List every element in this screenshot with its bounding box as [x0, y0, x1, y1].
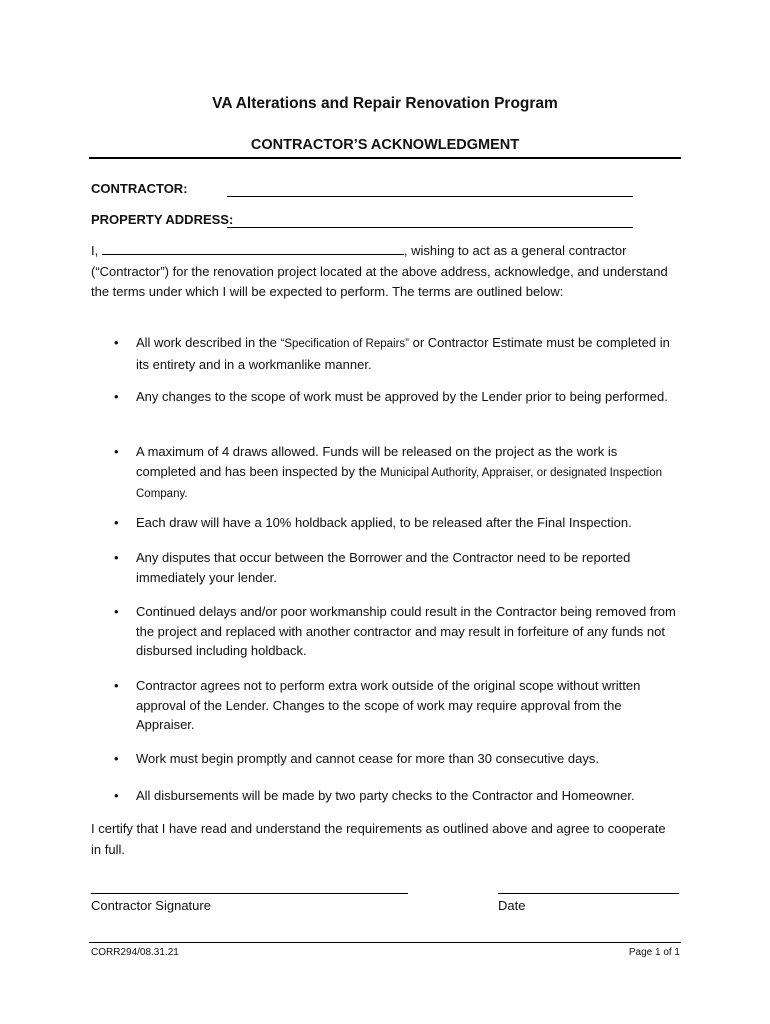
bullet-icon: •: [114, 678, 119, 693]
list-item: • A maximum of 4 draws allowed. Funds will be released on the project as the work is completed and has been inspected by the Municipal Authority, Appraiser, or designated Inspection Company.: [114, 444, 663, 500]
list-item: • All work described in the “Specification of Repairs” or Contractor Estimate must be completed in its entirety and in a workmanlike manner.: [114, 335, 670, 372]
bullet-icon: •: [114, 751, 119, 766]
footer-divider: [89, 942, 681, 943]
contractor-signature-field[interactable]: [91, 893, 408, 894]
bullet-icon: •: [114, 604, 119, 619]
header-divider: [89, 157, 681, 159]
document-title: VA Alterations and Repair Renovation Program: [212, 95, 558, 112]
list-item: • Any disputes that occur between the Borrower and the Contractor need to be reported immediately your lender.: [114, 550, 631, 585]
document-subtitle: CONTRACTOR’S ACKNOWLEDGMENT: [250, 137, 520, 153]
bullet-icon: •: [114, 550, 119, 565]
list-item: • Contractor agrees not to perform extra work outside of the original scope without written approval of the Lender. Changes to the scope of work may require approval from the Appraiser.: [114, 678, 641, 732]
list-item: • Any changes to the scope of work must be approved by the Lender prior to being performed.: [136, 387, 676, 407]
bullet-icon: •: [114, 444, 119, 459]
contractor-signature-label: Contractor Signature: [91, 898, 211, 913]
date-label: Date: [498, 898, 526, 913]
property-address-field[interactable]: [227, 227, 633, 228]
contractor-label: CONTRACTOR:: [91, 181, 188, 196]
page-number: Page 1 of 1: [628, 947, 680, 958]
list-item: • Work must begin promptly and cannot cease for more than 30 consecutive days.: [136, 749, 676, 769]
intro-prefix: I,: [91, 243, 102, 258]
contractor-name-field[interactable]: [102, 242, 404, 255]
bullet-icon: •: [114, 389, 119, 404]
intro-suffix: , wishing to act as a general contractor (“Contractor”) for the renovation project located at the above address, acknowledge, and understand the terms under which I will be expected to perform. The terms are outlined below:: [91, 243, 668, 299]
date-field[interactable]: [498, 893, 679, 894]
property-address-label: PROPERTY ADDRESS:: [91, 212, 234, 227]
contractor-field[interactable]: [227, 196, 633, 197]
intro-paragraph: [91, 241, 676, 303]
list-item: • Continued delays and/or poor workmanship could result in the Contractor being removed from the project and replaced with another contractor and may result in forfeiture of any funds not disbursed including holdback.: [114, 604, 676, 658]
bullet-icon: •: [114, 335, 119, 350]
bullet-icon: •: [114, 788, 119, 803]
list-item: • All disbursements will be made by two party checks to the Contractor and Homeowner.: [136, 786, 676, 806]
form-id: CORR294/08.31.21: [91, 947, 179, 958]
certification-paragraph: I certify that I have read and understand the requirements as outlined above and agree to cooperate in full.: [91, 821, 666, 857]
list-item: • Each draw will have a 10% holdback applied, to be released after the Final Inspection.: [136, 513, 676, 533]
bullet-icon: •: [114, 515, 119, 530]
